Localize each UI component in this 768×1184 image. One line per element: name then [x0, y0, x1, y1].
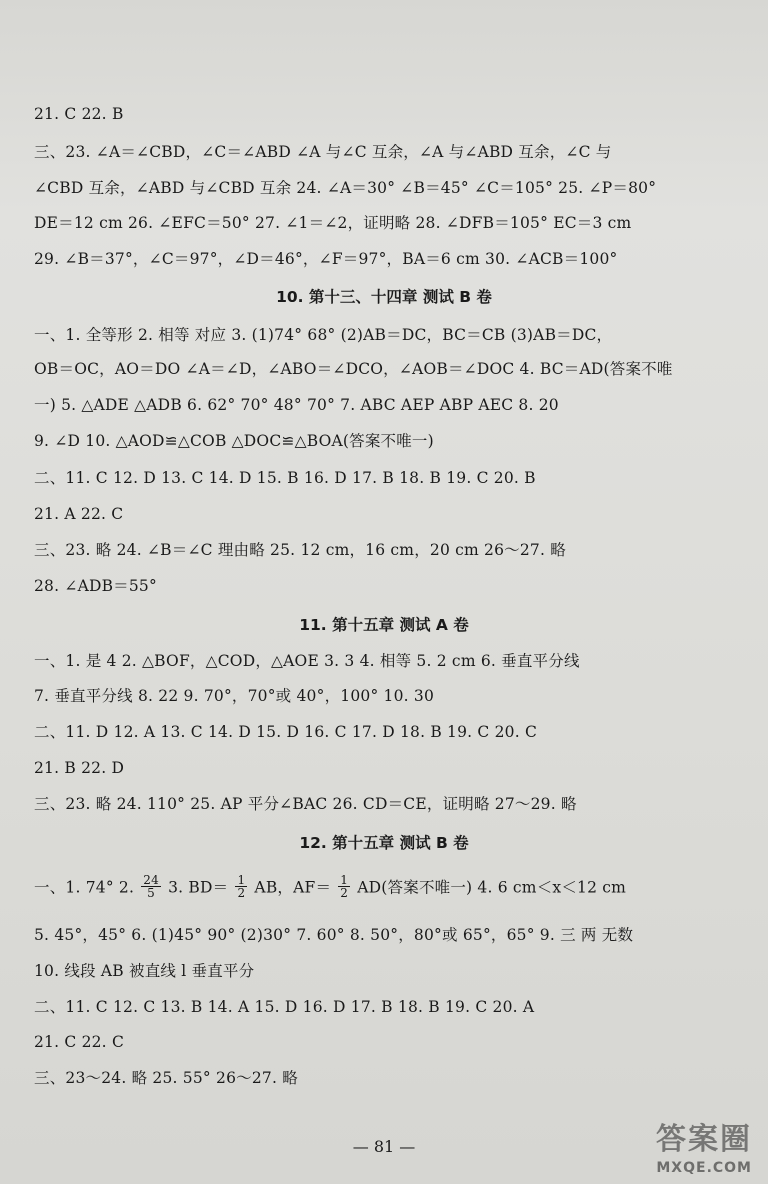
fraction: [338, 874, 350, 899]
fraction-denominator: 2: [340, 886, 349, 900]
answer-line: 三、23. 略 24. 110° 25. AP 平分∠BAC 26. CD＝CE，证明略 27～29. 略: [34, 795, 577, 813]
answer-line: 7. 垂直平分线 8. 22 9. 70°，70°或 40°，100° 10. 30: [34, 687, 435, 705]
answer-line: ∠CBD 互余，∠ABD 与∠CBD 互余 24. ∠A＝30° ∠B＝45° ∠C＝105° 25. ∠P＝80°: [34, 179, 657, 197]
answer-line: OB＝OC，AO＝DO ∠A＝∠D，∠ABO＝∠DCO，∠AOB＝∠DOC 4. BC＝AD(答案不唯: [34, 360, 673, 378]
section-heading: 11. 第十五章 测试 A 卷: [299, 616, 469, 634]
section-heading: 12. 第十五章 测试 B 卷: [299, 834, 469, 852]
fraction-numerator: 1: [237, 873, 246, 887]
answer-line: 一) 5. △ADE △ADB 6. 62° 70° 48° 70° 7. ABC AEP ABP AEC 8. 20: [34, 396, 559, 414]
page-number: — 81 —: [352, 1137, 416, 1156]
answer-line: 10. 线段 AB 被直线 l 垂直平分: [34, 962, 255, 980]
answer-line: 一、1. 是 4 2. △BOF，△COD，△AOE 3. 3 4. 相等 5. 2 cm 6. 垂直平分线: [34, 652, 580, 670]
answer-line: 21. C 22. B: [34, 105, 124, 123]
answer-line: 三、23. ∠A＝∠CBD，∠C＝∠ABD ∠A 与∠C 互余，∠A 与∠ABD 互余，∠C 与: [34, 143, 612, 161]
watermark-url: MXQE.COM: [656, 1160, 752, 1176]
answer-line: [34, 873, 734, 901]
section-heading: 10. 第十三、十四章 测试 B 卷: [276, 288, 492, 306]
answer-text: AB，AF＝: [254, 878, 332, 897]
answer-line: 一、1. 全等形 2. 相等 对应 3. (1)74° 68° (2)AB＝DC，BC＝CB (3)AB＝DC，: [34, 326, 613, 344]
answer-text: 一、1. 74° 2.: [34, 878, 135, 897]
answer-line: DE＝12 cm 26. ∠EFC＝50° 27. ∠1＝∠2，证明略 28. ∠DFB＝105° EC＝3 cm: [34, 214, 632, 232]
answer-line: 二、11. C 12. C 13. B 14. A 15. D 16. D 17. B 18. B 19. C 20. A: [34, 998, 535, 1016]
answer-line: 21. C 22. C: [34, 1033, 125, 1051]
answer-line: 5. 45°，45° 6. (1)45° 90° (2)30° 7. 60° 8. 50°，80°或 65°，65° 9. 三 两 无数: [34, 926, 634, 944]
answer-line: 21. A 22. C: [34, 505, 124, 523]
fraction-numerator: 24: [143, 873, 159, 887]
answer-line: 二、11. D 12. A 13. C 14. D 15. D 16. C 17. D 18. B 19. C 20. C: [34, 723, 538, 741]
answer-line: 9. ∠D 10. △AOD≌△COB △DOC≌△BOA(答案不唯一): [34, 432, 434, 450]
fraction: [141, 874, 161, 899]
answer-line: 三、23～24. 略 25. 55° 26～27. 略: [34, 1069, 298, 1087]
answer-line: 三、23. 略 24. ∠B＝∠C 理由略 25. 12 cm，16 cm，20 cm 26～27. 略: [34, 541, 566, 559]
answer-line: 二、11. C 12. D 13. C 14. D 15. B 16. D 17. B 18. B 19. C 20. B: [34, 469, 536, 487]
answer-line: 21. B 22. D: [34, 759, 125, 777]
fraction-numerator: 1: [340, 873, 349, 887]
fraction: [235, 874, 247, 899]
answer-text: AD(答案不唯一) 4. 6 cm＜x＜12 cm: [357, 878, 627, 897]
answer-line: 28. ∠ADB＝55°: [34, 577, 157, 595]
fraction-denominator: 5: [147, 886, 155, 900]
answer-line: 29. ∠B＝37°，∠C＝97°，∠D＝46°，∠F＝97°，BA＝6 cm 30. ∠ACB＝100°: [34, 250, 618, 268]
watermark-title: 答案圈: [656, 1122, 752, 1157]
answer-text: 3. BD＝: [168, 878, 229, 897]
watermark-logo: [648, 1114, 758, 1176]
fraction-denominator: 2: [237, 886, 246, 900]
